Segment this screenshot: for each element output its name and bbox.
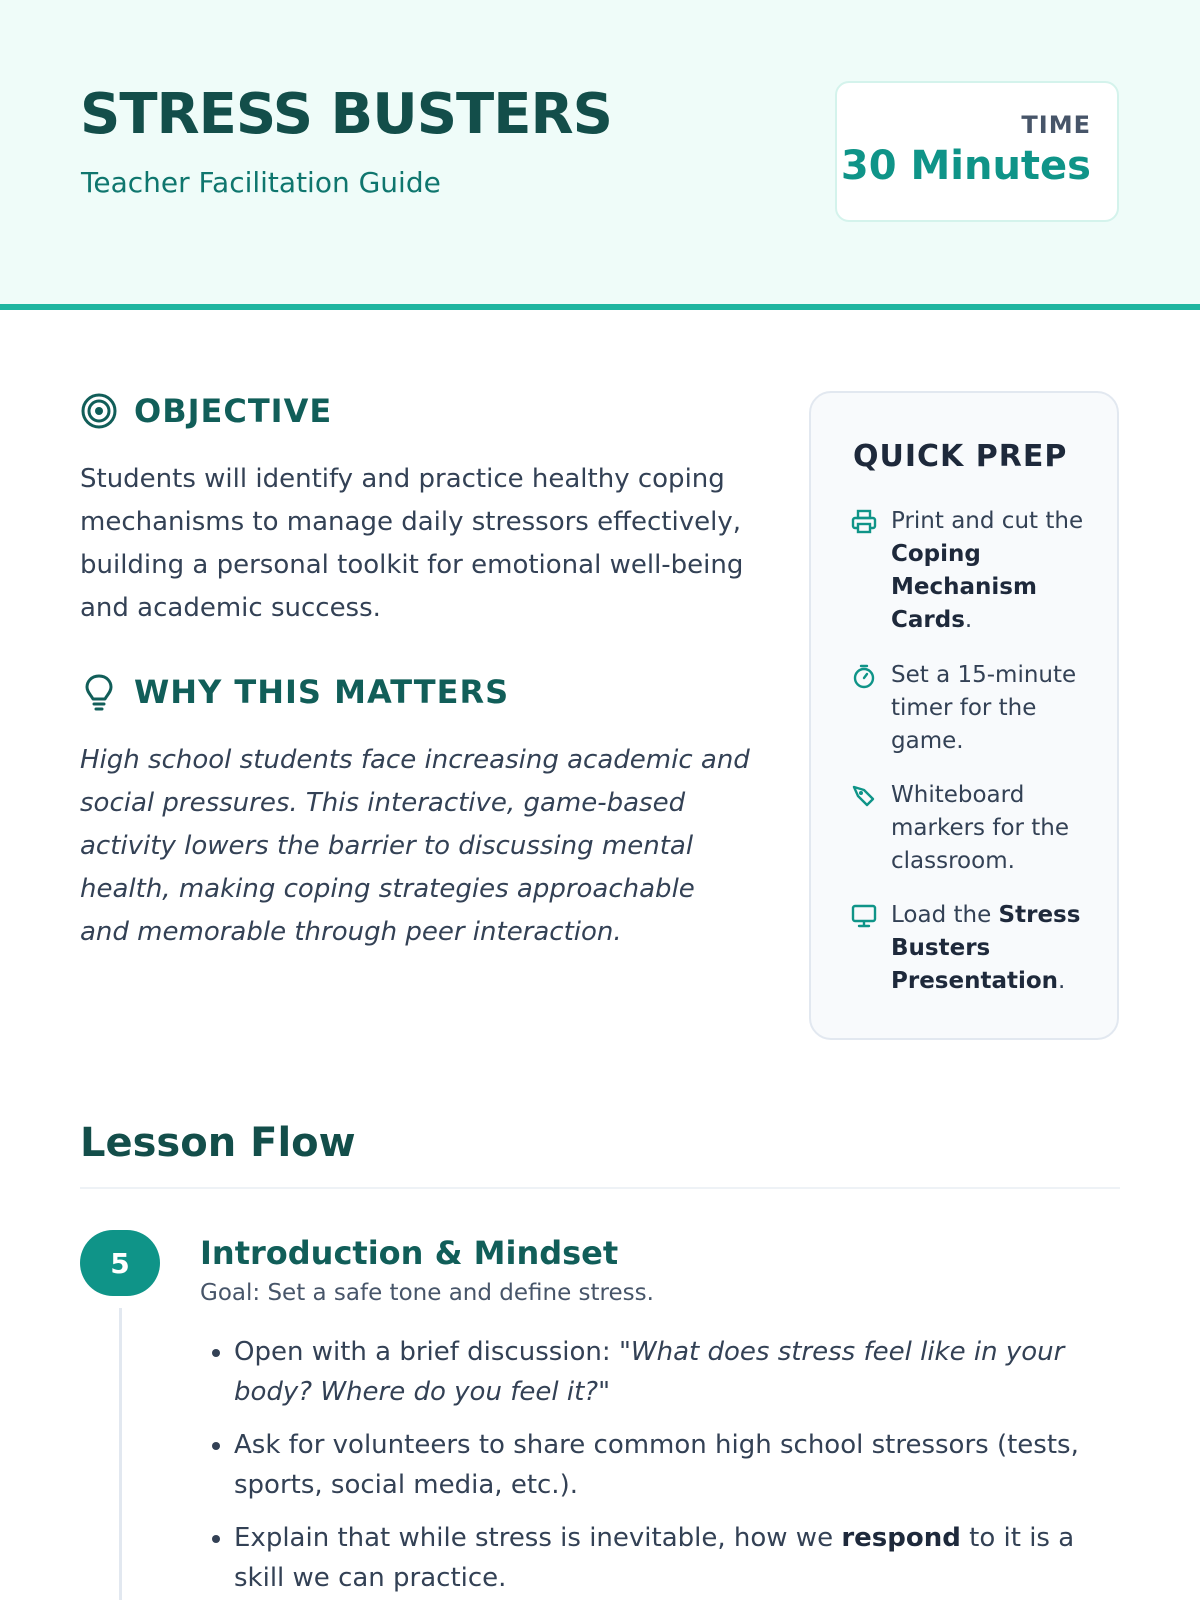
- prep-item-text: Load the Stress Busters Presentation.: [891, 902, 1081, 994]
- step-goal: Goal: Set a safe tone and define stress.: [200, 1280, 654, 1306]
- prep-item-text: Whiteboard markers for the classroom.: [891, 782, 1070, 874]
- time-label: TIME: [1021, 111, 1091, 139]
- divider: [80, 1187, 1120, 1189]
- time-value: 30 Minutes: [840, 143, 1091, 189]
- monitor-icon: [851, 903, 877, 929]
- why-text: High school students face increasing academic and social pressures. This interactive, game-based activity lowers the barrier to discussing mental health, making coping strategies approachable and memorable through peer interaction.: [80, 745, 750, 947]
- lesson-flow-title: Lesson Flow: [80, 1120, 356, 1166]
- page-subtitle: Teacher Facilitation Guide: [81, 166, 441, 199]
- prep-item-text: Set a 15-minute timer for the game.: [891, 662, 1077, 754]
- objective-heading: [80, 392, 332, 430]
- prep-item-print: [851, 505, 1091, 637]
- prep-item-markers: [851, 779, 1091, 878]
- time-card: [835, 81, 1119, 222]
- page-header: [0, 0, 1200, 310]
- quick-prep-title: QUICK PREP: [853, 439, 1068, 474]
- objective-heading-text: OBJECTIVE: [134, 392, 333, 430]
- prep-item-text: Print and cut the Coping Mechanism Cards.: [891, 508, 1084, 633]
- step-bullet-list: [234, 1332, 1100, 1600]
- list-item: • Ask for volunteers to share common high school stressors (tests, sports, social media, etc.).: [234, 1425, 1100, 1505]
- timer-icon: [851, 663, 877, 689]
- target-icon: [80, 392, 118, 430]
- objective-text: Students will identify and practice healthy coping mechanisms to manage daily stressors effectively, building a personal toolkit for emotional well-being and academic success.: [80, 464, 744, 623]
- why-heading: [80, 672, 509, 712]
- quick-prep-card: [809, 391, 1119, 1040]
- printer-icon: [851, 509, 877, 535]
- step-number-badge: 5: [80, 1230, 160, 1296]
- list-item: • Explain that while stress is inevitable, how we respond to it is a skill we can practice.: [234, 1518, 1100, 1598]
- why-heading-text: WHY THIS MATTERS: [134, 673, 510, 711]
- page-title: STRESS BUSTERS: [80, 82, 612, 147]
- timeline-line: [119, 1308, 122, 1600]
- prep-item-presentation: [851, 899, 1091, 998]
- marker-icon: [851, 783, 877, 809]
- list-item: • Open with a brief discussion: "What does stress feel like in your body? Where do you feel it?": [234, 1332, 1100, 1412]
- prep-item-timer: [851, 659, 1091, 758]
- step-title: Introduction & Mindset: [200, 1234, 619, 1272]
- lightbulb-icon: [80, 672, 118, 712]
